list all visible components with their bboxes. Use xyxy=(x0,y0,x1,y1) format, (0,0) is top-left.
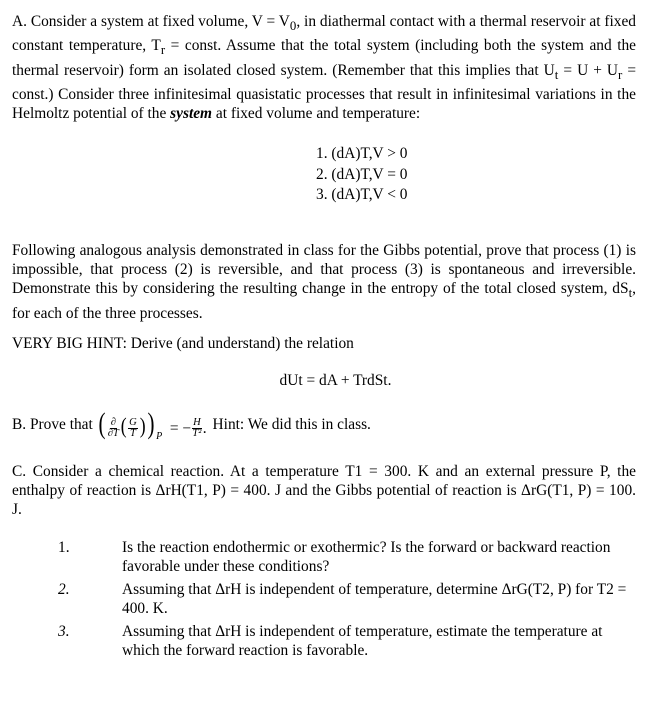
list-item: 3. Assuming that ΔrH is independent of temperature, estimate the temperature at which the forward reaction is favorable. xyxy=(58,623,603,659)
part-c-intro: C. Consider a chemical reaction. At a temperature T1 = 300. K and an external pressure P, the enthalpy of reaction is ΔrH(T1, P) = 400. J and the Gibbs potential of reaction is ΔrG(T1, P) = 100. J. xyxy=(12,463,636,519)
part-b-hint: Hint: We did this in class. xyxy=(212,416,371,433)
condition-3: 3. (dA)T,V < 0 xyxy=(316,186,408,203)
part-b-prefix: B. Prove that xyxy=(12,416,93,433)
list-item: 2. Assuming that ΔrH is independent of temperature, determine ΔrG(T2, P) for T2 = 400. K. xyxy=(58,581,627,617)
process-conditions xyxy=(316,144,407,206)
condition-2: 2. (dA)T,V = 0 xyxy=(316,165,408,183)
partial-derivative-formula: ( $\frac{\partial}{\partial T}$ ( $\frac{G}{T}$ )) $_P$ = − $\frac{H}{\text{T²}}$ . xyxy=(98,406,207,442)
hint-equation: dUt = dA + TrdSt. xyxy=(279,372,392,389)
list-item: 1. Is the reaction endothermic or exothermic? Is the forward or backward reaction favorable under these conditions? xyxy=(58,539,611,575)
part-a-intro: A. Consider a system at fixed volume, $V = V_0$, in diathermal contact with a thermal reservoir at fixed constant temperature, $T_r$ = const. Assume that the total system (including both the system and the thermal reservoir) form an isolated closed system. (Remember that this implies that $U_t = U + U_r$ = const.) Consider three infinitesimal quasistatic processes that result in infinitesimal variations in the Helmoltz potential of the system at fixed volume and temperature: xyxy=(12,13,636,123)
part-c-questions xyxy=(12,538,642,664)
part-b xyxy=(12,407,371,443)
condition-1: 1. (dA)T,V > 0 xyxy=(316,145,408,162)
part-a-task: Following analogous analysis demonstrated in class for the Gibbs potential, prove that process (1) is impossible, that process (2) is reversible, and that process (3) is spontaneous and irreversible. Demonstrate this by considering the resulting change in the entropy of the total closed system, $dS_t$, for each of the three processes. xyxy=(12,242,636,322)
hint-label: VERY BIG HINT: Derive (and understand) the relation xyxy=(12,335,354,352)
